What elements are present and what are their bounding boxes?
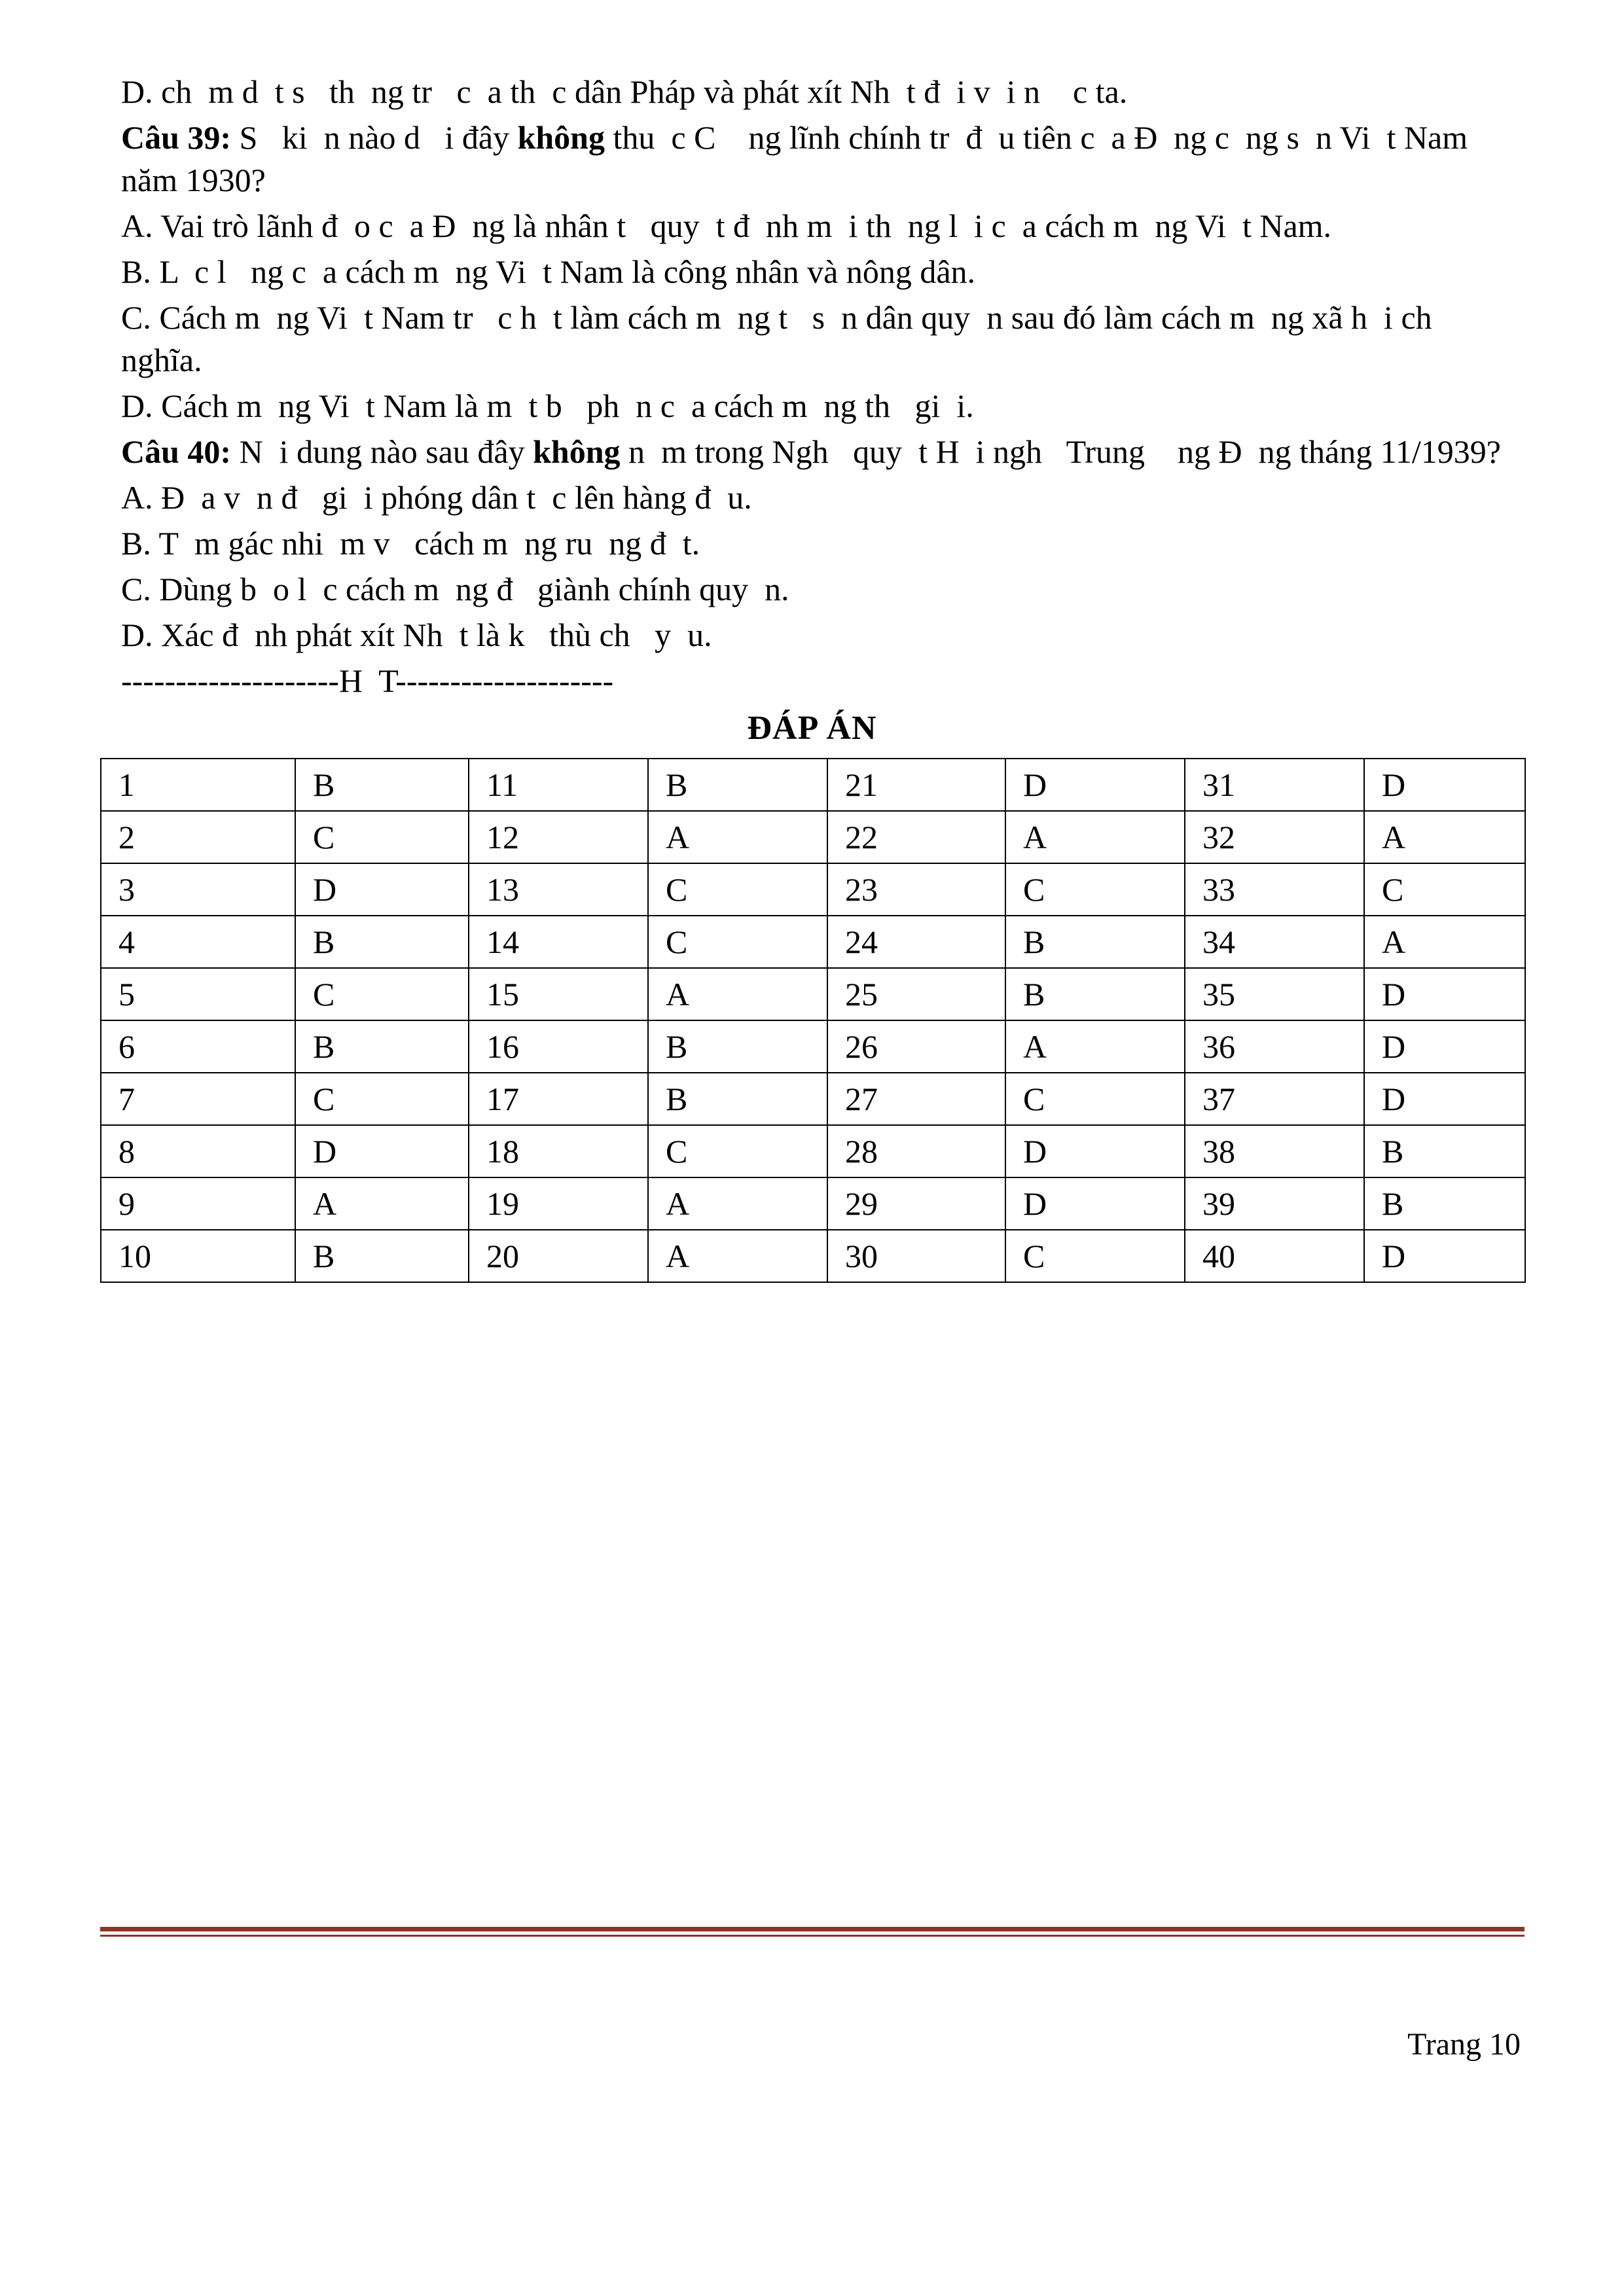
- question-number-cell: 40: [1185, 1230, 1364, 1282]
- question-number-cell: 1: [101, 759, 295, 811]
- question-39-option-c: [121, 296, 1521, 382]
- answer-letter-cell: D: [1005, 1177, 1185, 1230]
- answer-row: [101, 968, 1525, 1020]
- answer-letter-cell: D: [1364, 968, 1525, 1020]
- bold-text: Câu 39:: [121, 119, 240, 156]
- answer-letter-cell: B: [1364, 1125, 1525, 1177]
- text-run: N i dung nào sau đây: [239, 433, 533, 470]
- question-number-cell: 14: [469, 916, 648, 968]
- question-40: [121, 431, 1521, 473]
- text-run: A. Đ a v n đ gi i phóng dân t c lên hàng đ u.: [121, 479, 752, 516]
- answer-letter-cell: D: [1005, 1125, 1185, 1177]
- answer-letter-cell: A: [648, 1177, 827, 1230]
- answer-letter-cell: B: [295, 759, 469, 811]
- question-number-cell: 19: [469, 1177, 648, 1230]
- question-40-option-c: [121, 568, 1521, 611]
- answer-letter-cell: A: [295, 1177, 469, 1230]
- question-number-cell: 27: [827, 1073, 1005, 1125]
- answer-letter-cell: C: [295, 811, 469, 863]
- answer-row: [101, 1230, 1525, 1282]
- question-number-cell: 24: [827, 916, 1005, 968]
- answer-row: [101, 1125, 1525, 1177]
- question-number-cell: 23: [827, 863, 1005, 916]
- page-number: Trang 10: [1407, 2027, 1521, 2062]
- question-number-cell: 7: [101, 1073, 295, 1125]
- answer-letter-cell: C: [1005, 1230, 1185, 1282]
- question-40-option-a: [121, 476, 1521, 519]
- answer-row: [101, 863, 1525, 916]
- question-number-cell: 15: [469, 968, 648, 1020]
- text-run: D. Cách m ng Vi t Nam là m t b ph n c a cách m ng th gi i.: [121, 387, 974, 424]
- answer-letter-cell: A: [648, 811, 827, 863]
- question-number-cell: 6: [101, 1020, 295, 1073]
- question-number-cell: 38: [1185, 1125, 1364, 1177]
- question-number-cell: 33: [1185, 863, 1364, 916]
- answer-letter-cell: D: [295, 863, 469, 916]
- question-number-cell: 17: [469, 1073, 648, 1125]
- answer-letter-cell: A: [648, 968, 827, 1020]
- answer-letter-cell: C: [295, 1073, 469, 1125]
- question-number-cell: 36: [1185, 1020, 1364, 1073]
- answer-row: [101, 1073, 1525, 1125]
- end-marker: [121, 660, 1521, 702]
- answer-letter-cell: D: [295, 1125, 469, 1177]
- text-run: D. ch m d t s th ng tr c a th c dân Pháp và phát xít Nh t đ i v i n c ta.: [121, 73, 1128, 110]
- answer-letter-cell: B: [1364, 1177, 1525, 1230]
- answer-letter-cell: B: [648, 1020, 827, 1073]
- document-body: [0, 0, 1624, 702]
- question-number-cell: 4: [101, 916, 295, 968]
- question-number-cell: 16: [469, 1020, 648, 1073]
- answer-letter-cell: C: [648, 1125, 827, 1177]
- question-number-cell: 28: [827, 1125, 1005, 1177]
- answer-letter-cell: A: [1005, 1020, 1185, 1073]
- question-number-cell: 30: [827, 1230, 1005, 1282]
- question-number-cell: 18: [469, 1125, 648, 1177]
- answer-letter-cell: A: [1364, 916, 1525, 968]
- bold-text: Câu 40:: [121, 433, 240, 470]
- answer-letter-cell: C: [1005, 863, 1185, 916]
- question-number-cell: 13: [469, 863, 648, 916]
- text-run: --------------------H T--------------------: [121, 662, 614, 699]
- answer-row: [101, 1177, 1525, 1230]
- answer-letter-cell: B: [1005, 968, 1185, 1020]
- text-run: C. Cách m ng Vi t Nam tr c h t làm cách m ng t s n dân quy n sau đó làm cách m ng xã h i ch nghĩa.: [121, 299, 1449, 378]
- answer-letter-cell: B: [648, 759, 827, 811]
- question-number-cell: 39: [1185, 1177, 1364, 1230]
- answer-letter-cell: B: [648, 1073, 827, 1125]
- answer-letter-cell: A: [1005, 811, 1185, 863]
- answer-letter-cell: D: [1364, 1230, 1525, 1282]
- answer-row: [101, 916, 1525, 968]
- text-run: S ki n nào d i đây: [239, 119, 518, 156]
- question-number-cell: 32: [1185, 811, 1364, 863]
- answer-letter-cell: B: [295, 1020, 469, 1073]
- text-run: B. T m gác nhi m v cách m ng ru ng đ t.: [121, 525, 700, 562]
- answer-letter-cell: D: [1364, 1073, 1525, 1125]
- answer-letter-cell: B: [295, 1230, 469, 1282]
- question-number-cell: 10: [101, 1230, 295, 1282]
- answer-letter-cell: C: [648, 916, 827, 968]
- answer-row: [101, 811, 1525, 863]
- answer-letter-cell: A: [1364, 811, 1525, 863]
- question-number-cell: 26: [827, 1020, 1005, 1073]
- text-run: B. L c l ng c a cách m ng Vi t Nam là công nhân và nông dân.: [121, 253, 976, 290]
- answer-key-title: ĐÁP ÁN: [747, 709, 877, 747]
- text-run: thu c C ng lĩnh chính tr đ u tiên c a Đ ng c ng s n Vi t Nam năm 1930?: [121, 119, 1476, 198]
- answer-letter-cell: D: [1364, 1020, 1525, 1073]
- question-number-cell: 22: [827, 811, 1005, 863]
- text-run: C. Dùng b o l c cách m ng đ giành chính quy n.: [121, 571, 789, 607]
- question-number-cell: 11: [469, 759, 648, 811]
- question-number-cell: 34: [1185, 916, 1364, 968]
- text-run: D. Xác đ nh phát xít Nh t là k thù ch y u.: [121, 617, 712, 653]
- question-number-cell: 3: [101, 863, 295, 916]
- answer-letter-cell: B: [295, 916, 469, 968]
- bold-text: không: [533, 433, 621, 470]
- text-run: A. Vai trò lãnh đ o c a Đ ng là nhân t quy t đ nh m i th ng l i c a cách m ng Vi t Nam.: [121, 207, 1332, 244]
- answer-letter-cell: A: [648, 1230, 827, 1282]
- question-number-cell: 2: [101, 811, 295, 863]
- question-40-option-d: [121, 614, 1521, 656]
- footer-divider: [100, 1927, 1525, 1937]
- option-d-previous-question: [121, 71, 1521, 113]
- answer-letter-cell: C: [1005, 1073, 1185, 1125]
- answer-key-table: [100, 758, 1526, 1283]
- answer-letter-cell: B: [1005, 916, 1185, 968]
- question-number-cell: 12: [469, 811, 648, 863]
- question-number-cell: 21: [827, 759, 1005, 811]
- answer-letter-cell: D: [1005, 759, 1185, 811]
- bold-text: không: [517, 119, 605, 156]
- question-40-option-b: [121, 522, 1521, 565]
- question-number-cell: 29: [827, 1177, 1005, 1230]
- question-39-option-d: [121, 385, 1521, 427]
- answer-letter-cell: D: [1364, 759, 1525, 811]
- question-number-cell: 35: [1185, 968, 1364, 1020]
- text-run: n m trong Ngh quy t H i ngh Trung ng Đ ng tháng 11/1939?: [620, 433, 1501, 470]
- question-number-cell: 37: [1185, 1073, 1364, 1125]
- question-number-cell: 25: [827, 968, 1005, 1020]
- question-39-option-b: [121, 251, 1521, 293]
- answer-row: [101, 1020, 1525, 1073]
- question-number-cell: 31: [1185, 759, 1364, 811]
- answer-letter-cell: C: [648, 863, 827, 916]
- answer-letter-cell: C: [295, 968, 469, 1020]
- answer-row: [101, 759, 1525, 811]
- question-39: [121, 117, 1521, 202]
- question-number-cell: 8: [101, 1125, 295, 1177]
- question-number-cell: 5: [101, 968, 295, 1020]
- question-39-option-a: [121, 205, 1521, 247]
- question-number-cell: 20: [469, 1230, 648, 1282]
- question-number-cell: 9: [101, 1177, 295, 1230]
- answer-letter-cell: C: [1364, 863, 1525, 916]
